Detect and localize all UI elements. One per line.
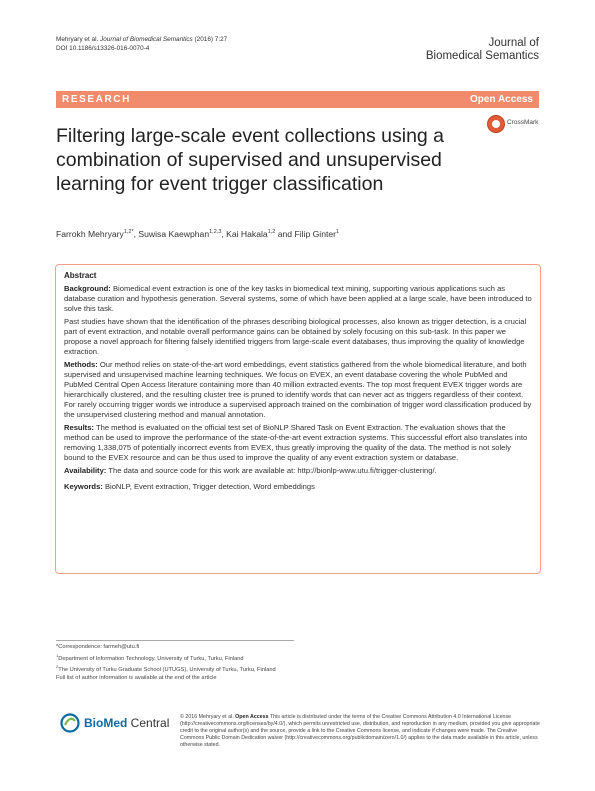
biomed-central-logo[interactable] bbox=[60, 712, 180, 734]
journal-name-line-1: Journal of bbox=[488, 37, 539, 49]
abstract-heading: Abstract bbox=[64, 271, 97, 280]
author-name[interactable]: Filip Ginter bbox=[294, 229, 337, 239]
background-text: Biomedical event extraction is one of the key tasks in biomedical text mining, supporting various applications such as database curation and hypothesis generation. Several systems, some of which have been applied at a large scale, have been introduced to solve this task. bbox=[64, 284, 532, 313]
results-label: Results: bbox=[64, 423, 94, 432]
methods-text: Our method relies on state-of-the-art word embeddings, event statistics gathered from the whole biomedical literature, and both supervised and unsupervised machine learning techniques. We focus on EVEX, an event database covering the whole PubMed and PubMed Central Open Access literature containing more than 40 million extracted events. The top most frequent EVEX trigger words are hierarchically clustered, and the resulting cluster tree is pruned to identify words that can never act as triggers regardless of their context. For rarely occurring trigger words we introduce a supervised approach trained on the combination of trigger word classification produced by the unsupervised clustering method and manual annotation. bbox=[64, 360, 532, 419]
license-text bbox=[180, 714, 540, 749]
author-info-note: Full list of author information is available at the end of the article bbox=[56, 674, 217, 681]
abstract-box bbox=[55, 264, 541, 574]
keywords-label: Keywords: bbox=[64, 482, 103, 491]
background-label: Background: bbox=[64, 284, 111, 293]
publisher-name-part-2: Central bbox=[127, 716, 170, 730]
footnotes bbox=[56, 640, 294, 682]
keywords-text: BioNLP, Event extraction, Trigger detection, Word embeddings bbox=[104, 482, 315, 491]
license-body: This article is distributed under the terms of the Creative Commons Attribution 4.0 International License (http://creativecommons.org/licenses/by/4.0/), which permits unrestricted use, distribution, and reproduction in any medium, provided you give appropriate credit to the original author(s) and the source, provide a link to the Creative Commons license, and indicate if changes were made. The Creative Commons Public Domain Dedication waiver (http://creativecommons.org/publicdomain/zero/1.0/) applies to the data made available in this article, unless otherwise stated. bbox=[180, 714, 540, 748]
open-access-label: Open Access bbox=[470, 94, 533, 105]
biomed-central-icon bbox=[60, 713, 80, 733]
author-affiliation-sup: 1 bbox=[336, 229, 340, 236]
citation-doi: DOI 10.1186/s13326-016-0070-4 bbox=[56, 45, 150, 52]
citation-journal: Journal of Biomedical Semantics bbox=[100, 36, 193, 43]
abstract-keywords bbox=[64, 482, 532, 492]
author-separator: , bbox=[133, 229, 139, 239]
methods-label: Methods: bbox=[64, 360, 98, 369]
license-open-access: Open Access bbox=[235, 714, 269, 720]
crossmark-label: CrossMark bbox=[507, 119, 539, 126]
citation-line-1 bbox=[56, 35, 356, 44]
abstract-methods bbox=[64, 360, 532, 420]
results-text: The method is evaluated on the official test set of BioNLP Shared Task on Event Extraction. The evaluation shows that the method can be used to improve the performance of the state-of-the-art event extraction systems. This successful effort also translates into removing 1,338,075 of potentially incorrect events from EVEX, thus greatly improving the quality of the data. The method is not solely bound to the EVEX resource and can be thus used to improve the quality of any event extraction system or database. bbox=[64, 423, 528, 462]
citation-year: (2016) 7:27 bbox=[194, 36, 228, 43]
affiliation-text: Department of Information Technology, University of Turku, Turku, Finland bbox=[58, 655, 244, 662]
publisher-name-part-1: BioMed bbox=[84, 716, 128, 730]
abstract-results bbox=[64, 423, 532, 463]
abstract-availability bbox=[64, 466, 532, 476]
author-affiliation-sup: 1,2* bbox=[123, 229, 134, 236]
availability-text[interactable]: The data and source code for this work are available at: http://bionlp-www.utu.fi/trigger-clustering/. bbox=[108, 466, 437, 475]
journal-name bbox=[426, 37, 539, 63]
article-title: Filtering large-scale event collections using a combination of supervised and unsupervised learning for event trigger classification bbox=[56, 125, 445, 195]
abstract-background bbox=[64, 284, 532, 314]
author-affiliation-sup: 1,2,3 bbox=[209, 229, 222, 236]
affiliation-text: The University of Turku Graduate School (UTUGS), University of Turku, Turku, Finland bbox=[58, 666, 276, 673]
publisher-name bbox=[84, 716, 169, 730]
affiliation-sup: 2 bbox=[56, 664, 59, 670]
affiliation-2 bbox=[56, 663, 294, 674]
crossmark-icon bbox=[487, 115, 505, 133]
affiliation-1 bbox=[56, 652, 294, 663]
author-separator: and bbox=[275, 229, 295, 239]
affiliation-sup: 1 bbox=[56, 652, 59, 658]
abstract-background-continued: Past studies have shown that the identification of the phrases describing biological processes, also known as trigger detection, is a crucial part of event extraction, and notable overall performance gains can be obtained by solely focusing on this sub-task. In this paper we propose a novel approach for filtering falsely identified triggers from large-scale event databases, thus improving the quality of knowledge extraction. bbox=[64, 317, 527, 356]
author-name[interactable]: Kai Hakala bbox=[226, 229, 268, 239]
journal-name-line-2: Biomedical Semantics bbox=[425, 50, 539, 62]
article-type-label: RESEARCH bbox=[62, 94, 131, 105]
article-type-banner bbox=[56, 91, 539, 108]
author-separator: , bbox=[221, 229, 227, 239]
citation-authors: Mehryary et al. bbox=[56, 36, 99, 43]
license-copyright: © 2016 Mehryary et al. bbox=[180, 714, 234, 720]
correspondence[interactable]: *Correspondence: farmeh@utu.fi bbox=[56, 644, 140, 650]
author-name[interactable]: Farrokh Mehryary bbox=[56, 229, 124, 239]
availability-label: Availability: bbox=[64, 466, 107, 475]
author-affiliation-sup: 1,2 bbox=[267, 229, 276, 236]
author-name[interactable]: Suwisa Kaewphan bbox=[138, 229, 210, 239]
citation bbox=[56, 35, 356, 53]
author-list bbox=[56, 229, 476, 239]
